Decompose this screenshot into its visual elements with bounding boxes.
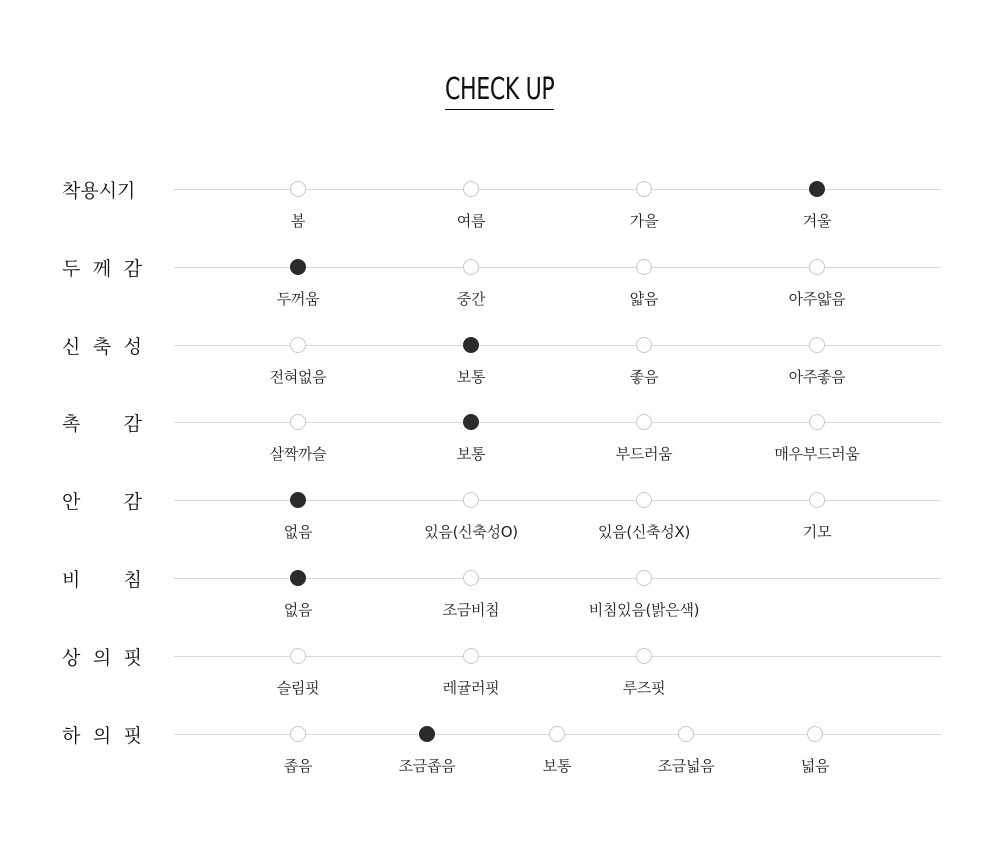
row-label (62, 255, 142, 279)
radio-unselected[interactable] (463, 259, 479, 275)
radio-unselected[interactable] (636, 570, 652, 586)
option-label: 부드러움 (615, 445, 673, 463)
radio-unselected[interactable] (290, 726, 306, 742)
row-label-char: 의 (92, 724, 112, 747)
option-label: 좁음 (283, 757, 313, 775)
option-label: 없음 (283, 601, 313, 619)
row-label-char: 감 (123, 257, 142, 280)
radio-selected[interactable] (463, 337, 479, 353)
row-label-char: 핏 (123, 646, 142, 669)
row-label (62, 177, 142, 201)
row-label-char: 성 (123, 335, 142, 358)
option-label: 레귤러핏 (442, 679, 500, 697)
option-label: 조금좁음 (398, 757, 456, 775)
checkup-row (0, 412, 1000, 500)
radio-unselected[interactable] (463, 492, 479, 508)
checkup-row (0, 490, 1000, 578)
option-label: 여름 (456, 212, 486, 230)
radio-unselected[interactable] (549, 726, 565, 742)
option-label: 루즈핏 (622, 679, 666, 697)
radio-unselected[interactable] (678, 726, 694, 742)
radio-unselected[interactable] (290, 414, 306, 430)
radio-unselected[interactable] (636, 492, 652, 508)
row-label-char: 감 (123, 412, 142, 435)
radio-unselected[interactable] (290, 337, 306, 353)
radio-selected[interactable] (290, 492, 306, 508)
row-label-char: 감 (123, 490, 142, 513)
row-label-char: 두 (62, 257, 81, 280)
option-label: 조금넓음 (657, 757, 715, 775)
row-label-char: 축 (92, 335, 112, 358)
radio-unselected[interactable] (809, 414, 825, 430)
radio-unselected[interactable] (636, 414, 652, 430)
radio-selected[interactable] (290, 259, 306, 275)
radio-unselected[interactable] (463, 570, 479, 586)
option-label: 얇음 (629, 290, 659, 308)
page-title-wrap (0, 72, 1000, 110)
radio-unselected[interactable] (636, 337, 652, 353)
option-label: 보통 (456, 368, 486, 386)
row-label (62, 333, 142, 357)
row-label-char: 께 (92, 257, 112, 280)
option-label: 비침있음(밝은색) (588, 601, 700, 619)
option-label: 전혀없음 (269, 368, 327, 386)
radio-unselected[interactable] (807, 726, 823, 742)
row-label-char: 비 (62, 568, 81, 591)
row-label-char: 신 (62, 335, 81, 358)
row-label-char: 핏 (123, 724, 142, 747)
radio-selected[interactable] (809, 181, 825, 197)
radio-unselected[interactable] (636, 259, 652, 275)
option-label: 조금비침 (442, 601, 500, 619)
row-label-char: 촉 (62, 412, 81, 435)
radio-selected[interactable] (290, 570, 306, 586)
checkup-row (0, 646, 1000, 734)
checkup-row (0, 335, 1000, 423)
radio-unselected[interactable] (809, 259, 825, 275)
radio-unselected[interactable] (636, 181, 652, 197)
page-title: CHECK UP (445, 72, 554, 110)
checkup-row (0, 724, 1000, 812)
radio-unselected[interactable] (290, 648, 306, 664)
radio-selected[interactable] (463, 414, 479, 430)
checkup-row (0, 568, 1000, 656)
checkup-row (0, 179, 1000, 267)
row-label-char: 의 (92, 646, 112, 669)
row-label-char: 상 (62, 646, 81, 669)
option-label: 봄 (290, 212, 306, 230)
option-label: 기모 (802, 523, 832, 541)
option-label: 보통 (456, 445, 486, 463)
row-label (62, 644, 142, 668)
radio-selected[interactable] (419, 726, 435, 742)
row-label (62, 566, 142, 590)
option-label: 살짝까슬 (269, 445, 327, 463)
option-label: 두꺼움 (276, 290, 320, 308)
option-label: 중간 (456, 290, 486, 308)
option-label: 넓음 (800, 757, 830, 775)
option-label: 가을 (629, 212, 659, 230)
row-label (62, 410, 142, 434)
option-label: 좋음 (629, 368, 659, 386)
option-label: 아주좋음 (788, 368, 846, 386)
option-label: 있음(신축성O) (424, 523, 518, 541)
option-label: 아주얇음 (788, 290, 846, 308)
radio-unselected[interactable] (809, 492, 825, 508)
radio-unselected[interactable] (636, 648, 652, 664)
row-label (62, 722, 142, 746)
row-label-char: 착용시기 (62, 179, 136, 202)
option-label: 보통 (542, 757, 572, 775)
radio-unselected[interactable] (809, 337, 825, 353)
option-label: 매우부드러움 (774, 445, 860, 463)
option-label: 없음 (283, 523, 313, 541)
row-label-char: 침 (123, 568, 142, 591)
radio-unselected[interactable] (290, 181, 306, 197)
option-label: 슬림핏 (276, 679, 320, 697)
row-label-char: 안 (62, 490, 81, 513)
radio-unselected[interactable] (463, 181, 479, 197)
checkup-row (0, 257, 1000, 345)
row-label-char: 하 (62, 724, 81, 747)
radio-unselected[interactable] (463, 648, 479, 664)
row-label (62, 488, 142, 512)
option-label: 겨울 (802, 212, 832, 230)
option-label: 있음(신축성X) (597, 523, 691, 541)
